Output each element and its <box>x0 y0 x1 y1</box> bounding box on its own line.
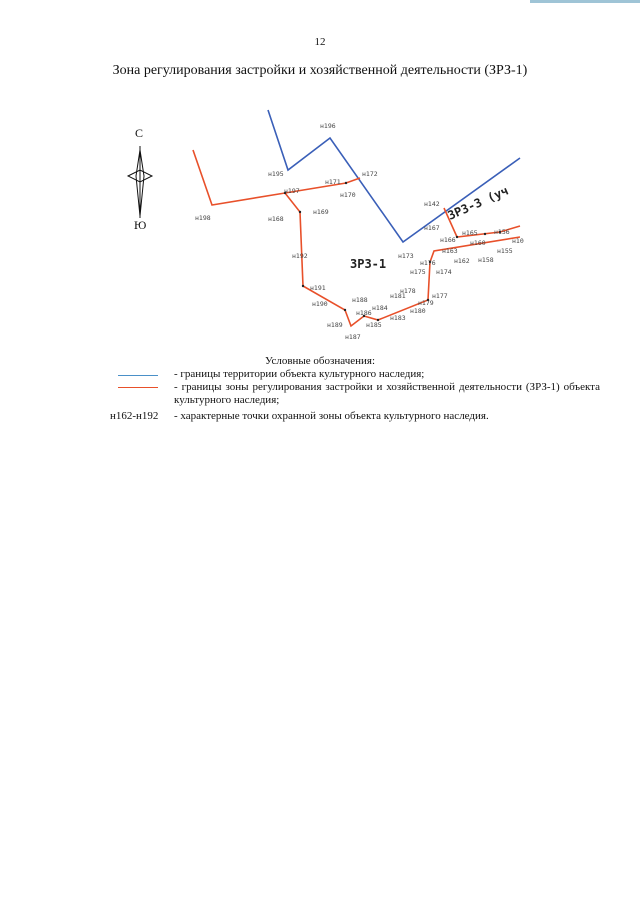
territory-boundary-line <box>268 110 520 242</box>
point-label: н195 <box>268 170 284 178</box>
point-label: н175 <box>410 268 426 276</box>
point-label: н190 <box>312 300 328 308</box>
point-label: н180 <box>410 307 426 315</box>
point-label: н172 <box>362 170 378 178</box>
point-label: н184 <box>372 304 388 312</box>
point-label: н198 <box>195 214 211 222</box>
point-label: н166 <box>440 236 456 244</box>
legend-item-code: н162-н192 <box>110 410 159 422</box>
point-label: н178 <box>400 287 416 295</box>
point-label: н197 <box>284 187 300 195</box>
point-label: н196 <box>320 122 336 130</box>
point-label: н174 <box>436 268 452 276</box>
point-label: н187 <box>345 333 361 341</box>
point-label: н142 <box>424 200 440 208</box>
legend-red-line-swatch <box>118 387 158 388</box>
legend-item-territory <box>110 368 600 382</box>
compass-south-label: Ю <box>134 218 147 232</box>
point-label: н179 <box>418 299 434 307</box>
point-label: н189 <box>327 321 343 329</box>
page-title: Зона регулирования застройки и хозяйственной деятельности (ЗРЗ-1) <box>112 63 528 78</box>
point-label: н181 <box>390 292 406 300</box>
point-label: н185 <box>366 321 382 329</box>
legend-item-text: - границы территории объекта культурного наследия; <box>174 368 425 380</box>
zone-map <box>185 100 525 350</box>
point-label: н165 <box>462 229 478 237</box>
point-label: н155 <box>497 247 513 255</box>
point-label: н177 <box>432 292 448 300</box>
legend-title: Условные обозначения: <box>264 355 376 367</box>
point-label: н191 <box>310 284 326 292</box>
point-label: н176 <box>420 259 436 267</box>
point-label: н168 <box>268 215 284 223</box>
legend-item-text: - границы зоны регулирования застройки и хозяйственной деятельности (ЗРЗ-1) объекта культурного наследия; <box>174 381 600 406</box>
point-label: н171 <box>325 178 341 186</box>
point-label: н160 <box>470 239 486 247</box>
point-label: н188 <box>352 296 368 304</box>
legend-item-points <box>110 410 600 424</box>
page-number: 12 <box>314 36 326 48</box>
legend-item-zone <box>110 381 600 409</box>
zone-label: ЗРЗ-3 (уч <box>445 183 511 223</box>
point-label: н169 <box>313 208 329 216</box>
point-label: н162 <box>454 257 470 265</box>
point-label: н173 <box>398 252 414 260</box>
point-label: н170 <box>340 191 356 199</box>
legend-item-text: - характерные точки охранной зоны объекта культурного наследия. <box>174 410 489 422</box>
top-edge-stripe <box>530 0 640 3</box>
point-label: н192 <box>292 252 308 260</box>
point-label: н158 <box>478 256 494 264</box>
zone-label: ЗРЗ-1 <box>350 257 387 271</box>
point-label: н183 <box>390 314 406 322</box>
point-label: н156 <box>494 228 510 236</box>
point-label: н186 <box>356 309 372 317</box>
point-label: н163 <box>442 247 458 255</box>
legend-blue-line-swatch <box>118 375 158 376</box>
point-label: н10 <box>512 237 524 245</box>
point-label: н167 <box>424 224 440 232</box>
compass-north-label: С <box>135 126 144 140</box>
